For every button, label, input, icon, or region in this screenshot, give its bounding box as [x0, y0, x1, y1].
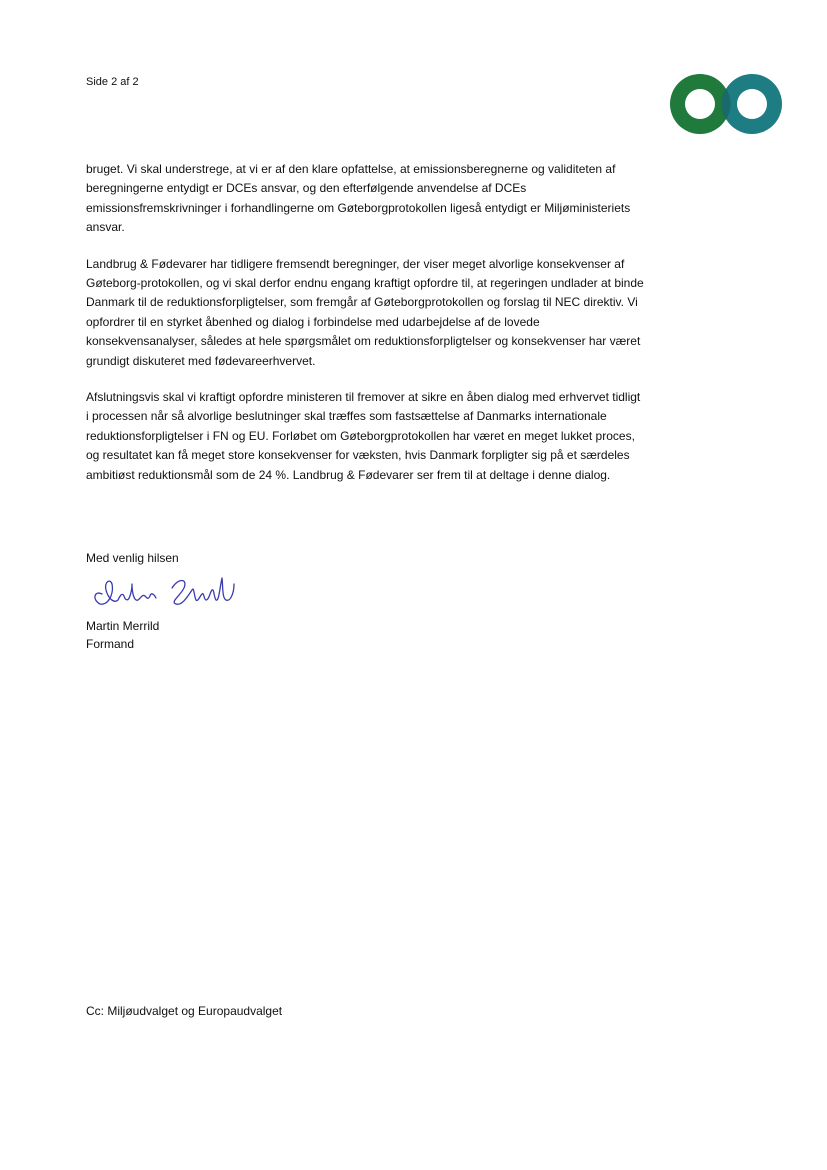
paragraph-1: bruget. Vi skal understrege, at vi er af den klare opfattelse, at emissionsberegnerne og validiteten af beregningerne entydigt er DCEs ansvar, og den efterfølgende anvendelse af DCEs emissionsfremskrivninger i forhandlingerne om Gøteborgprotokollen ligeså entydigt er Miljøministeriets ansvar. [86, 162, 631, 235]
landbrug-foedevarer-logo [662, 68, 782, 138]
cc-line: Cc: Miljøudvalget og Europaudvalget [86, 1004, 283, 1018]
paragraph-3: Afslutningsvis skal vi kraftigt opfordre ministeren til fremover at sikre en åben dialog med erhvervet tidligt i processen når så alvorlige beslutninger skal træffes som fastsættelse af Danmarks internationale reduktionsforpligtelser i FN og EU. Forløbet om Gøteborgprotokollen har været en meget lukket proces, og resultatet kan få meget store konsekvenser for væksten, hvis Danmark forpligter sig på et særdeles ambitiøst reduktionsmål som de 24 %. Landbrug & Fødevarer ser frem til at deltage i denne dialog. [86, 390, 641, 482]
page-number: Side 2 af 2 [86, 76, 139, 88]
paragraph-2: Landbrug & Fødevarer har tidligere fremsendt beregninger, der viser meget alvorlige konsekvenser af Gøteborg-protokollen, og vi skal derfor endnu engang kraftigt opfordre til, at regeringen undlader at binde Danmark til de reduktionsforpligtelser, som fremgår af Gøteborgprotokollen og forslag til NEC direktiv. Vi opfordrer til en styrket åbenhed og dialog i forbindelse med udarbejdelse af de lovede konsekvensanalyser, således at hele spørgsmålet om reduktionsforpligtelser og konsekvenser har været grundigt diskuteret med fødevareerhvervet. [86, 256, 644, 368]
letter-body [86, 160, 646, 502]
signer-block [86, 617, 159, 653]
closing-greeting: Med venlig hilsen [86, 551, 179, 565]
signer-title: Formand [86, 637, 135, 651]
handwritten-signature [88, 566, 238, 616]
signer-name: Martin Merrild [86, 619, 160, 633]
